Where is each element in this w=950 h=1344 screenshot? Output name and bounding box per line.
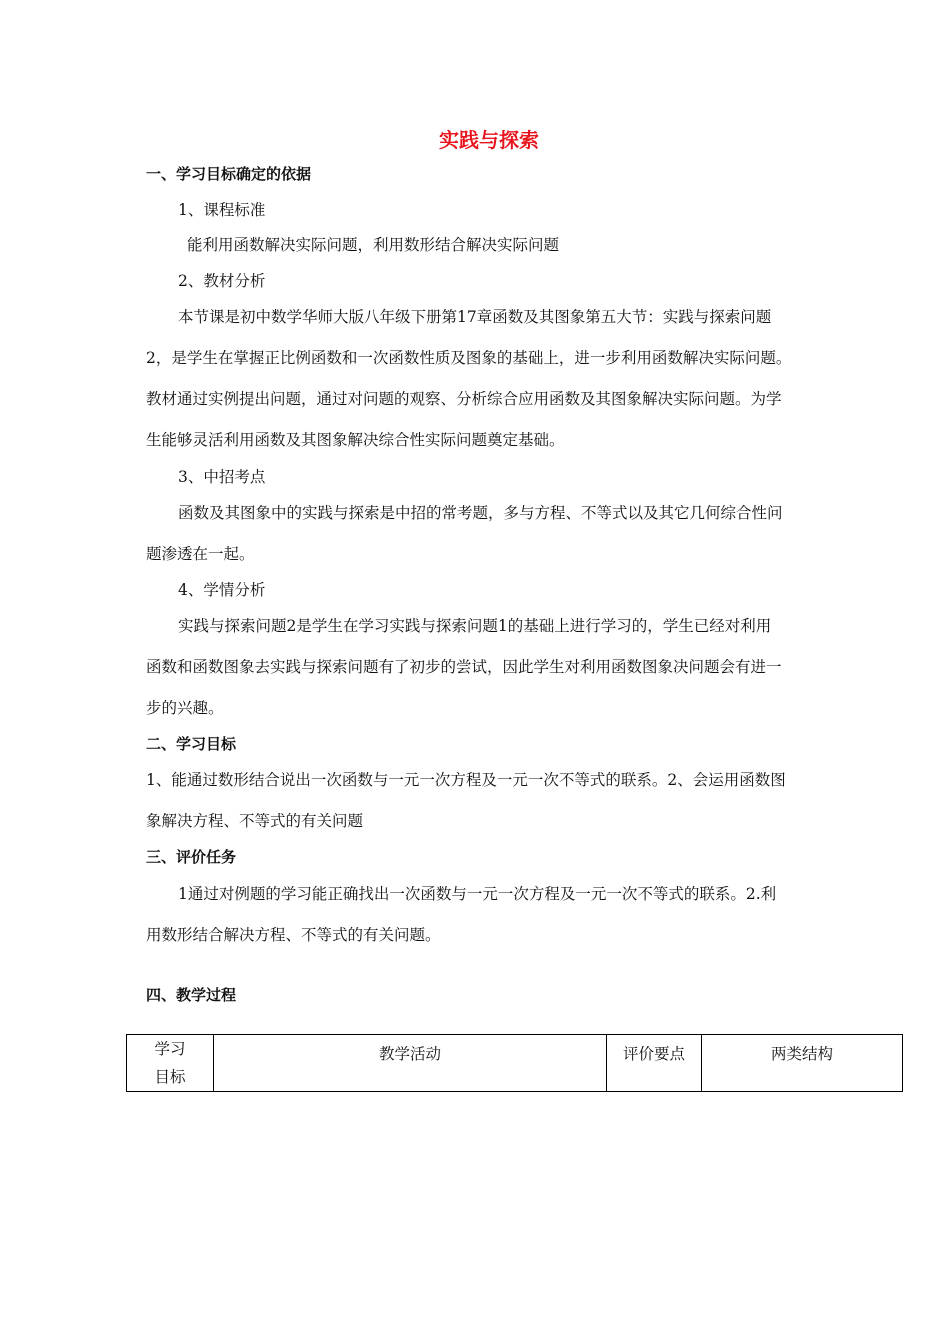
section-1-heading: 一、学习目标确定的依据 — [146, 165, 312, 183]
paragraph-line: 1通过对例题的学习能正确找出一次函数与一元一次方程及一元一次不等式的联系。2.利 — [178, 885, 777, 903]
paragraph-line: 函数和函数图象去实践与探索问题有了初步的尝试，因此学生对利用函数图象决问题会有进一 — [146, 658, 782, 676]
paragraph-line: 步的兴趣。 — [146, 699, 224, 717]
header-line: 学习 — [154, 1040, 186, 1058]
subsection-1-text: 能利用函数解决实际问题，利用数形结合解决实际问题 — [187, 236, 560, 254]
table-header-row — [127, 1035, 903, 1092]
header-line: 目标 — [154, 1068, 186, 1086]
paragraph-line: 1、能通过数形结合说出一次函数与一元一次方程及一元一次不等式的联系。2、会运用函数图 — [146, 771, 786, 789]
header-teaching-activity: 教学活动 — [214, 1035, 607, 1092]
header-evaluation-points: 评价要点 — [607, 1035, 702, 1092]
paragraph-line: 用数形结合解决方程、不等式的有关问题。 — [146, 926, 441, 944]
subsection-3-label: 3、中招考点 — [178, 468, 266, 486]
section-2-heading: 二、学习目标 — [146, 735, 237, 753]
subsection-2-label: 2、教材分析 — [178, 272, 266, 290]
paragraph-line: 函数及其图象中的实践与探索是中招的常考题，多与方程、不等式以及其它几何综合性问 — [178, 504, 783, 522]
subsection-1-label: 1、课程标准 — [178, 201, 266, 219]
paragraph-line: 实践与探索问题2是学生在学习实践与探索问题1的基础上进行学习的，学生已经对利用 — [178, 617, 772, 635]
paragraph-line: 题渗透在一起。 — [146, 545, 255, 563]
paragraph-line: 教材通过实例提出问题，通过对问题的观察、分析综合应用函数及其图象解决实际问题。为学 — [146, 390, 782, 408]
teaching-process-table — [126, 1034, 903, 1092]
header-learning-goal — [127, 1035, 214, 1092]
paragraph-line: 2，是学生在掌握正比例函数和一次函数性质及图象的基础上，进一步利用函数解决实际问题。 — [146, 349, 792, 367]
section-4-heading: 四、教学过程 — [146, 986, 237, 1004]
header-two-structures: 两类结构 — [702, 1035, 903, 1092]
paragraph-line: 生能够灵活利用函数及其图象解决综合性实际问题奠定基础。 — [146, 431, 565, 449]
paragraph-line: 象解决方程、不等式的有关问题 — [146, 812, 364, 830]
page-title: 实践与探索 — [439, 128, 539, 152]
paragraph-line: 本节课是初中数学华师大版八年级下册第17章函数及其图象第五大节：实践与探索问题 — [178, 308, 772, 326]
section-3-heading: 三、评价任务 — [146, 848, 237, 866]
subsection-4-label: 4、学情分析 — [178, 581, 266, 599]
